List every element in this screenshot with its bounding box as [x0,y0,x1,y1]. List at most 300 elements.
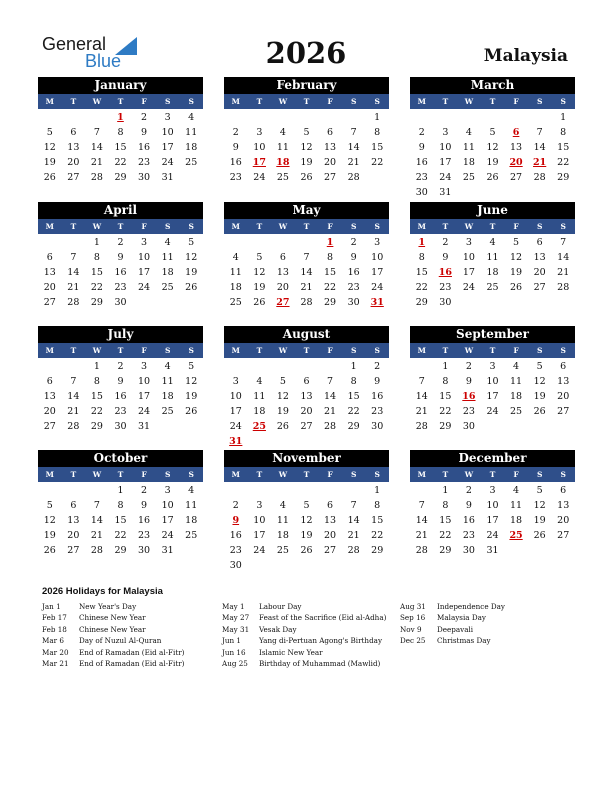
day-cell: 30 [114,421,127,432]
day-cell: 19 [300,157,313,168]
holiday-name: Independence Day [437,602,505,611]
day-cell: 30 [138,545,151,556]
day-cell: 30 [462,421,475,432]
day-cell: 2 [117,361,124,372]
day-cell: 6 [70,500,77,511]
day-cell: 15 [439,515,452,526]
day-cell: 3 [374,237,381,248]
empty-day-cell [271,359,295,374]
day-cell: 8 [327,252,334,263]
weekday-label: S [374,470,380,479]
day-cell: 18 [161,391,174,402]
day-cell: 4 [279,500,286,511]
day-cell: 16 [371,391,384,402]
day-cell: 31 [439,187,452,198]
day-cell: 10 [371,252,384,263]
day-cell: 24 [138,282,151,293]
day-cell: 11 [185,127,198,138]
day-cell: 2 [232,127,239,138]
day-cell: 30 [347,297,360,308]
holiday-date: May 31 [222,624,250,634]
weekday-label: S [350,346,357,355]
day-cell: 16 [462,515,475,526]
month-title: April [38,202,203,219]
day-cell: 17 [486,515,499,526]
holiday-name: End of Ramadan (Eid al-Fitr) [79,647,185,657]
month-title: November [224,450,389,467]
day-cell: 17 [138,391,151,402]
weekday-label: M [45,470,54,479]
day-cell: 22 [439,530,452,541]
weekday-label: W [278,470,288,479]
weekday-label: W [92,346,102,355]
day-cell: 24 [462,282,475,293]
empty-day-cell [271,483,295,498]
day-cell: 3 [141,237,148,248]
day-grid [224,483,389,573]
holiday-name: Deepavali [437,624,474,634]
day-cell: 22 [439,406,452,417]
day-cell: 11 [161,376,174,387]
empty-day-cell [248,235,272,250]
day-cell: 5 [188,361,195,372]
holiday-name: Birthday of Muhammad (Mawlid) [259,658,381,668]
day-cell: 24 [138,406,151,417]
holiday-name: Chinese New Year [79,613,146,623]
weekday-label: S [350,97,357,106]
weekday-label: W [278,346,288,355]
weekday-label: M [231,470,240,479]
weekday-label: T [442,97,449,106]
holiday-name: Day of Nuzul Al-Quran [79,636,162,646]
month-title: October [38,450,203,467]
day-cell: 28 [90,545,103,556]
day-cell: 6 [279,252,286,263]
day-cell: 13 [533,252,546,263]
day-cell: 4 [489,237,496,248]
day-cell: 8 [93,376,100,387]
weekday-label: M [45,346,54,355]
weekday-label: F [513,222,519,231]
day-grid [224,110,389,185]
weekday-label: T [70,222,77,231]
holiday-name: New Year's Day [79,602,137,611]
weekday-label: T [256,97,263,106]
empty-day-cell [62,483,86,498]
day-cell: 19 [253,282,266,293]
day-cell: 14 [324,391,337,402]
day-cell: 28 [415,545,428,556]
empty-day-cell [481,110,505,125]
weekday-label: F [513,97,519,106]
day-cell: 25 [486,282,499,293]
day-cell: 17 [253,530,266,541]
day-cell: 6 [303,376,310,387]
day-cell: 1 [560,112,567,123]
day-cell: 5 [188,237,195,248]
day-cell: 9 [117,376,124,387]
day-cell: 29 [90,421,103,432]
day-cell: 16 [138,515,151,526]
month-december [410,450,575,558]
day-cell: 27 [324,545,337,556]
day-cell: 23 [439,282,452,293]
day-cell: 4 [513,485,520,496]
day-cell: 10 [439,142,452,153]
day-grid [38,110,203,185]
day-cell: 14 [90,515,103,526]
day-cell: 16 [114,391,127,402]
day-cell: 13 [557,376,570,387]
day-cell: 27 [557,406,570,417]
day-cell: 20 [557,515,570,526]
weekday-label: T [303,97,310,106]
day-cell: 3 [442,127,449,138]
holiday-day-cell: 25 [509,530,523,541]
weekday-header [38,94,203,109]
day-cell: 13 [510,142,523,153]
day-cell: 14 [300,267,313,278]
holiday-name: Feast of the Sacrifice (Eid al-Adha) [259,613,387,623]
holiday-day-cell: 18 [276,157,290,168]
weekday-label: S [188,97,194,106]
day-cell: 23 [462,406,475,417]
day-cell: 14 [347,515,360,526]
day-cell: 9 [117,252,124,263]
day-cell: 29 [439,421,452,432]
day-cell: 19 [43,157,56,168]
day-grid [410,110,575,200]
month-june [410,202,575,310]
empty-day-cell [410,483,434,498]
month-may [224,202,389,310]
weekday-label: T [489,346,496,355]
day-cell: 1 [93,361,100,372]
day-cell: 13 [324,515,337,526]
day-cell: 17 [161,515,174,526]
day-cell: 13 [300,391,313,402]
day-grid [410,359,575,434]
day-cell: 13 [276,267,289,278]
weekday-label: S [536,222,543,231]
day-cell: 19 [43,530,56,541]
day-cell: 22 [324,282,337,293]
day-cell: 23 [138,530,151,541]
day-cell: 18 [229,282,242,293]
day-cell: 7 [536,127,543,138]
day-cell: 18 [510,515,523,526]
day-grid [410,235,575,310]
day-grid [224,359,389,449]
day-cell: 10 [229,391,242,402]
day-cell: 19 [486,157,499,168]
month-title: June [410,202,575,219]
day-cell: 21 [347,157,360,168]
weekday-header [38,219,203,234]
day-cell: 31 [161,545,174,556]
empty-day-cell [224,110,248,125]
holiday-name: Islamic New Year [259,647,323,657]
empty-day-cell [295,359,319,374]
day-cell: 6 [327,127,334,138]
empty-day-cell [342,110,366,125]
day-cell: 5 [303,500,310,511]
holiday-column [400,601,570,647]
weekday-label: M [231,97,240,106]
weekday-label: T [117,97,124,106]
day-cell: 20 [557,391,570,402]
weekday-label: S [164,470,171,479]
day-cell: 2 [442,237,449,248]
holiday-name: Labour Day [259,602,302,611]
holiday-day-cell: 1 [117,112,124,123]
day-cell: 5 [513,237,520,248]
weekday-label: F [513,470,519,479]
day-cell: 3 [164,485,171,496]
day-cell: 20 [533,267,546,278]
month-july [38,326,203,434]
day-cell: 17 [371,267,384,278]
weekday-label: W [464,97,474,106]
day-cell: 5 [536,485,543,496]
day-cell: 14 [90,142,103,153]
day-grid [38,235,203,310]
day-cell: 13 [43,391,56,402]
holiday-name: Yang di-Pertuan Agong's Birthday [259,636,383,646]
day-cell: 4 [188,112,195,123]
day-cell: 8 [442,376,449,387]
day-cell: 26 [300,545,313,556]
day-cell: 25 [161,406,174,417]
day-cell: 2 [374,361,381,372]
holiday-day-cell: 1 [326,237,334,248]
day-cell: 29 [439,545,452,556]
day-cell: 10 [462,252,475,263]
empty-day-cell [342,483,366,498]
weekday-header [410,219,575,234]
day-cell: 31 [161,172,174,183]
day-cell: 12 [300,515,313,526]
empty-day-cell [457,110,481,125]
day-cell: 22 [90,282,103,293]
empty-day-cell [295,110,319,125]
day-cell: 4 [256,376,263,387]
day-cell: 26 [276,421,289,432]
weekday-label: S [164,346,171,355]
month-title: May [224,202,389,219]
day-cell: 27 [533,282,546,293]
month-title: August [224,326,389,343]
holiday-row [42,647,212,658]
day-cell: 25 [276,172,289,183]
day-cell: 22 [371,157,384,168]
weekday-header [224,467,389,482]
day-cell: 12 [43,515,56,526]
day-cell: 10 [161,127,174,138]
day-cell: 27 [300,421,313,432]
day-cell: 5 [46,500,53,511]
weekday-label: T [303,470,310,479]
weekday-label: T [256,346,263,355]
day-cell: 27 [557,530,570,541]
day-cell: 8 [117,127,124,138]
day-cell: 23 [114,406,127,417]
empty-day-cell [38,110,62,125]
holiday-row [42,612,212,623]
weekday-label: S [374,222,380,231]
empty-day-cell [318,110,342,125]
day-cell: 9 [418,142,425,153]
day-cell: 28 [533,172,546,183]
day-cell: 12 [43,142,56,153]
day-cell: 15 [371,515,384,526]
day-cell: 19 [276,406,289,417]
weekday-label: S [560,346,566,355]
weekday-label: T [256,222,263,231]
day-cell: 12 [486,142,499,153]
weekday-label: M [417,470,426,479]
day-cell: 22 [371,530,384,541]
day-cell: 18 [161,267,174,278]
day-grid [410,483,575,558]
day-cell: 10 [138,252,151,263]
weekday-label: T [117,470,124,479]
day-cell: 7 [93,127,100,138]
holiday-row [222,647,392,658]
day-cell: 11 [276,515,289,526]
day-cell: 12 [253,267,266,278]
empty-day-cell [410,110,434,125]
weekday-label: W [278,97,288,106]
day-cell: 8 [350,376,357,387]
empty-day-cell [224,235,248,250]
day-cell: 1 [442,485,449,496]
day-cell: 29 [90,297,103,308]
day-cell: 7 [327,376,334,387]
empty-day-cell [248,483,272,498]
day-cell: 7 [418,376,425,387]
day-cell: 16 [347,267,360,278]
day-cell: 27 [324,172,337,183]
day-cell: 30 [439,297,452,308]
month-march [410,77,575,200]
day-cell: 2 [141,112,148,123]
day-cell: 29 [324,297,337,308]
day-cell: 22 [557,157,570,168]
day-cell: 30 [415,187,428,198]
day-cell: 5 [489,127,496,138]
day-cell: 16 [114,267,127,278]
weekday-label: T [70,346,77,355]
holiday-date: Feb 18 [42,624,67,634]
day-cell: 28 [415,421,428,432]
weekday-label: W [278,222,288,231]
month-title: September [410,326,575,343]
weekday-label: T [489,222,496,231]
day-cell: 23 [371,406,384,417]
empty-day-cell [504,110,528,125]
empty-day-cell [295,483,319,498]
empty-day-cell [528,110,552,125]
day-cell: 29 [114,172,127,183]
day-cell: 21 [300,282,313,293]
calendar-year: 2026 [265,36,347,70]
weekday-header [410,343,575,358]
day-cell: 10 [161,500,174,511]
day-cell: 31 [486,545,499,556]
day-cell: 21 [67,282,80,293]
day-cell: 19 [510,267,523,278]
weekday-label: W [92,222,102,231]
day-cell: 30 [114,297,127,308]
day-cell: 25 [229,297,242,308]
holiday-row [400,624,570,635]
day-cell: 24 [439,172,452,183]
holiday-row [222,601,392,612]
holiday-date: Aug 31 [400,602,426,611]
weekday-label: M [417,222,426,231]
day-cell: 4 [164,361,171,372]
day-cell: 7 [70,376,77,387]
holiday-day-cell: 17 [252,157,266,168]
day-grid [224,235,389,310]
day-cell: 15 [415,267,428,278]
day-cell: 21 [324,406,337,417]
day-cell: 20 [324,157,337,168]
day-cell: 3 [256,500,263,511]
day-cell: 8 [93,252,100,263]
day-cell: 13 [324,142,337,153]
day-cell: 15 [114,515,127,526]
day-cell: 21 [90,157,103,168]
empty-day-cell [410,359,434,374]
day-cell: 12 [533,376,546,387]
empty-day-cell [434,110,458,125]
day-cell: 21 [557,267,570,278]
day-cell: 11 [510,376,523,387]
holiday-date: Jun 1 [222,636,241,646]
day-cell: 25 [185,157,198,168]
day-cell: 17 [486,391,499,402]
day-cell: 15 [90,267,103,278]
weekday-label: T [70,470,77,479]
day-cell: 11 [253,391,266,402]
holiday-date: Mar 21 [42,658,69,668]
day-cell: 26 [533,406,546,417]
day-cell: 1 [374,112,381,123]
empty-day-cell [271,110,295,125]
day-cell: 7 [70,252,77,263]
holiday-row [222,612,392,623]
day-cell: 19 [185,391,198,402]
day-cell: 18 [510,391,523,402]
day-cell: 15 [347,391,360,402]
day-cell: 16 [229,157,242,168]
day-cell: 22 [114,157,127,168]
month-title: January [38,77,203,94]
day-cell: 29 [347,421,360,432]
day-cell: 30 [371,421,384,432]
day-cell: 20 [67,530,80,541]
holiday-day-cell: 21 [533,157,547,168]
day-cell: 10 [486,376,499,387]
day-cell: 28 [347,545,360,556]
day-cell: 4 [164,237,171,248]
month-january [38,77,203,185]
empty-day-cell [85,483,109,498]
day-cell: 11 [276,142,289,153]
day-cell: 6 [46,376,53,387]
